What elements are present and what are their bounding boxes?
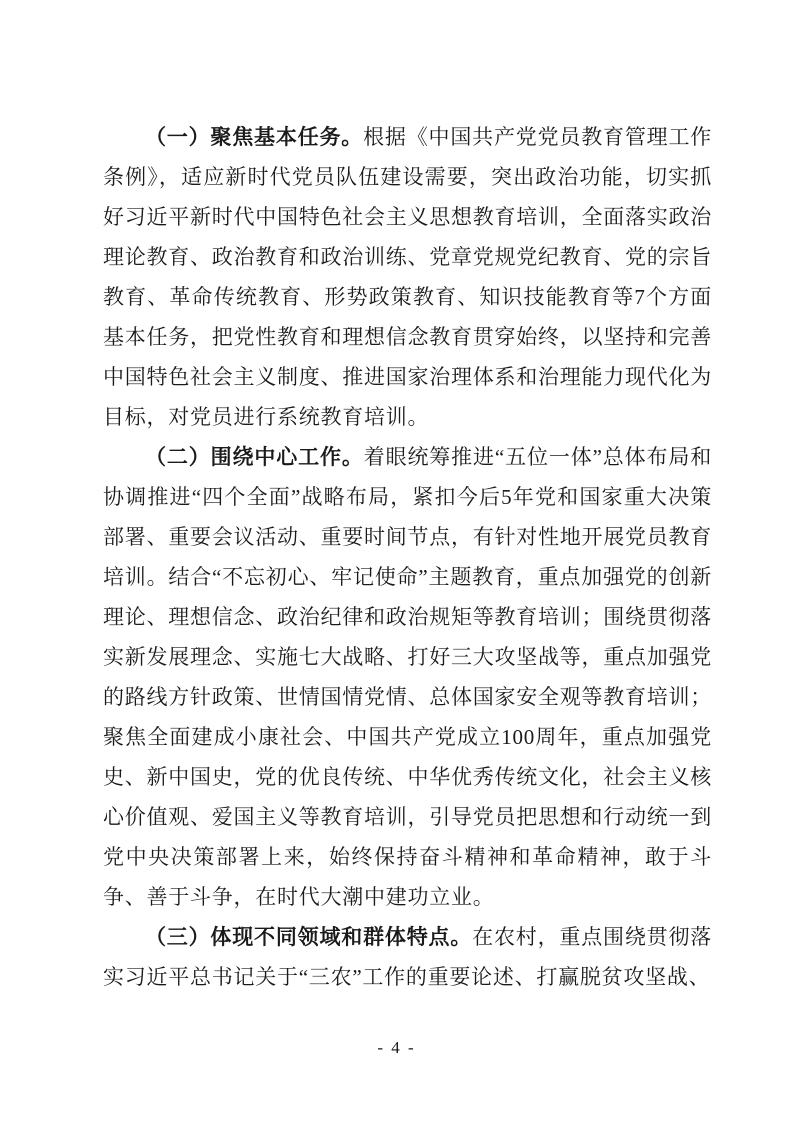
paragraph-body: 在农村，重点围绕贯彻落实习近平总书记关于“三农”工作的重要论述、打赢脱贫攻坚战、 bbox=[103, 925, 713, 989]
page-number: - 4 - bbox=[377, 1038, 416, 1057]
document-body bbox=[103, 117, 712, 997]
paragraph-body: 根据《中国共产党党员教育管理工作条例》，适应新时代党员队伍建设需要，突出政治功能，切实抓好习近平新时代中国特色社会主义思想教育培训，全面落实政治理论教育、政治教育和政治训练、党章党规党纪教育、党的宗旨教育、革命传统教育、形势政策教育、知识技能教育等7个方面基本任务，把党性教育和理想信念教育贯穿始终，以坚持和完善中国特色社会主义制度、推进国家治理体系和治理能力现代化为目标，对党员进行系统教育培训。 bbox=[103, 125, 713, 429]
paragraph-heading: （三）体现不同领域和群体特点。 bbox=[145, 925, 473, 949]
paragraph bbox=[103, 917, 712, 997]
paragraph bbox=[103, 117, 712, 437]
paragraph bbox=[103, 437, 712, 917]
paragraph-heading: （二）围绕中心工作。 bbox=[145, 445, 364, 469]
paragraph-heading: （一）聚焦基本任务。 bbox=[145, 125, 364, 149]
paragraph-body: 着眼统筹推进“五位一体”总体布局和协调推进“四个全面”战略布局，紧扣今后5年党和国家重大决策部署、重要会议活动、重要时间节点，有针对性地开展党员教育培训。结合“不忘初心、牢记使命”主题教育，重点加强党的创新理论、理想信念、政治纪律和政治规矩等教育培训；围绕贯彻落实新发展理念、实施七大战略、打好三大攻坚战等，重点加强党的路线方针政策、世情国情党情、总体国家安全观等教育培训；聚焦全面建成小康社会、中国共产党成立100周年，重点加强党史、新中国史，党的优良传统、中华优秀传统文化，社会主义核心价值观、爱国主义等教育培训，引导党员把思想和行动统一到党中央决策部署上来，始终保持奋斗精神和革命精神，敢于斗争、善于斗争，在时代大潮中建功立业。 bbox=[103, 445, 713, 909]
